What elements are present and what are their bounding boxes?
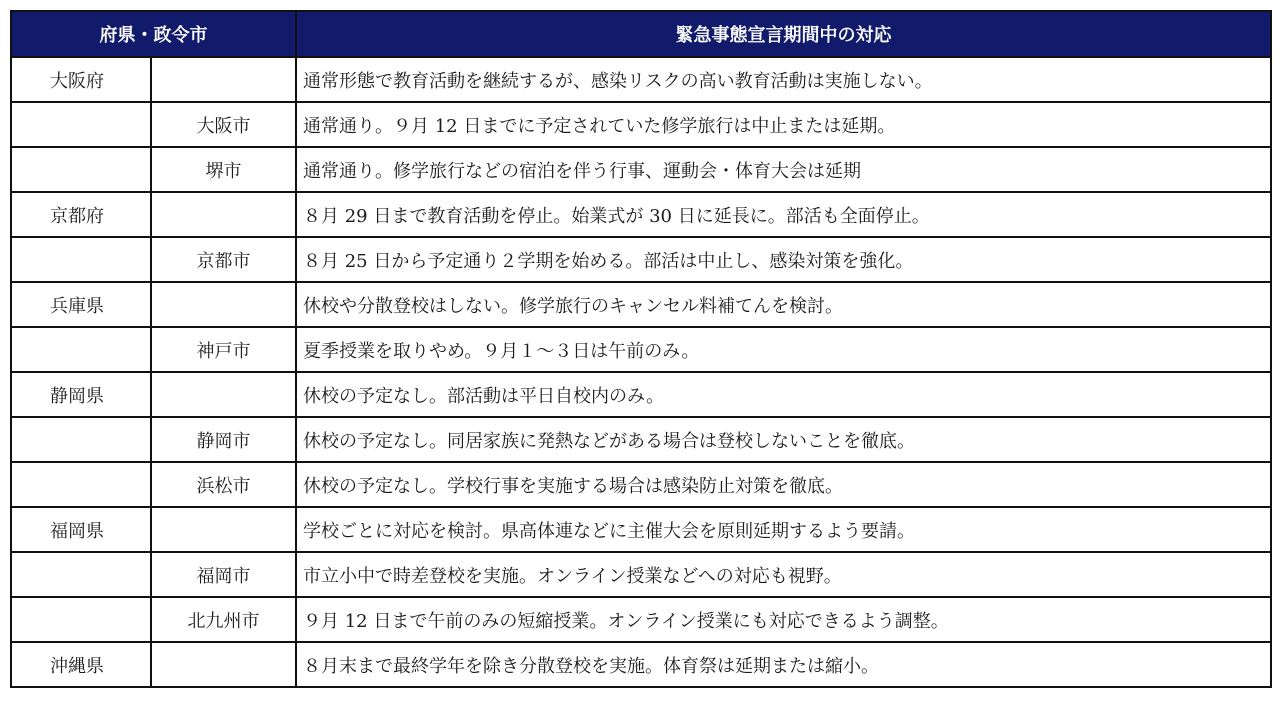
response-cell: 市立小中で時差登校を実施。オンライン授業などへの対応も視野。 — [296, 552, 1271, 597]
response-cell: ８月 25 日から予定通り２学期を始める。部活は中止し、感染対策を強化。 — [296, 237, 1271, 282]
response-cell: 休校や分散登校はしない。修学旅行のキャンセル料補てんを検討。 — [296, 282, 1271, 327]
table-row — [11, 552, 1271, 597]
school-response-table — [10, 10, 1272, 688]
city-cell: 浜松市 — [151, 462, 296, 507]
response-cell: 休校の予定なし。学校行事を実施する場合は感染防止対策を徹底。 — [296, 462, 1271, 507]
prefecture-blank — [11, 327, 151, 372]
table-row — [11, 507, 1271, 552]
table-row — [11, 192, 1271, 237]
table-header-row — [11, 11, 1271, 57]
prefecture-cell: 静岡県 — [11, 372, 151, 417]
prefecture-blank — [11, 102, 151, 147]
prefecture-cell-fill — [151, 642, 296, 687]
city-cell: 大阪市 — [151, 102, 296, 147]
prefecture-cell: 沖縄県 — [11, 642, 151, 687]
header-prefecture-city: 府県・政令市 — [11, 11, 296, 57]
table-row — [11, 327, 1271, 372]
city-cell: 堺市 — [151, 147, 296, 192]
table-row — [11, 102, 1271, 147]
response-cell: 通常通り。９月 12 日までに予定されていた修学旅行は中止または延期。 — [296, 102, 1271, 147]
city-cell: 京都市 — [151, 237, 296, 282]
table-row — [11, 462, 1271, 507]
prefecture-cell-fill — [151, 507, 296, 552]
prefecture-cell: 福岡県 — [11, 507, 151, 552]
table-row — [11, 642, 1271, 687]
prefecture-cell-fill — [151, 372, 296, 417]
table-row — [11, 417, 1271, 462]
table-row — [11, 147, 1271, 192]
prefecture-blank — [11, 552, 151, 597]
prefecture-cell: 兵庫県 — [11, 282, 151, 327]
header-response: 緊急事態宣言期間中の対応 — [296, 11, 1271, 57]
table-row — [11, 282, 1271, 327]
prefecture-cell-fill — [151, 282, 296, 327]
table-row — [11, 597, 1271, 642]
response-cell: ８月 29 日まで教育活動を停止。始業式が 30 日に延長に。部活も全面停止。 — [296, 192, 1271, 237]
prefecture-blank — [11, 462, 151, 507]
prefecture-cell: 京都府 — [11, 192, 151, 237]
prefecture-cell-fill — [151, 192, 296, 237]
prefecture-cell-fill — [151, 57, 296, 102]
prefecture-blank — [11, 147, 151, 192]
response-cell: 学校ごとに対応を検討。県高体連などに主催大会を原則延期するよう要請。 — [296, 507, 1271, 552]
city-cell: 福岡市 — [151, 552, 296, 597]
table-row — [11, 57, 1271, 102]
city-cell: 神戸市 — [151, 327, 296, 372]
response-cell: 通常通り。修学旅行などの宿泊を伴う行事、運動会・体育大会は延期 — [296, 147, 1271, 192]
response-cell: ９月 12 日まで午前のみの短縮授業。オンライン授業にも対応できるよう調整。 — [296, 597, 1271, 642]
page — [10, 10, 1270, 710]
city-cell: 北九州市 — [151, 597, 296, 642]
response-cell: 休校の予定なし。部活動は平日自校内のみ。 — [296, 372, 1271, 417]
prefecture-cell: 大阪府 — [11, 57, 151, 102]
prefecture-blank — [11, 417, 151, 462]
table-row — [11, 237, 1271, 282]
response-cell: 休校の予定なし。同居家族に発熱などがある場合は登校しないことを徹底。 — [296, 417, 1271, 462]
prefecture-blank — [11, 237, 151, 282]
response-cell: ８月末まで最終学年を除き分散登校を実施。体育祭は延期または縮小。 — [296, 642, 1271, 687]
response-cell: 夏季授業を取りやめ。９月１～３日は午前のみ。 — [296, 327, 1271, 372]
response-cell: 通常形態で教育活動を継続するが、感染リスクの高い教育活動は実施しない。 — [296, 57, 1271, 102]
table-row — [11, 372, 1271, 417]
prefecture-blank — [11, 597, 151, 642]
city-cell: 静岡市 — [151, 417, 296, 462]
